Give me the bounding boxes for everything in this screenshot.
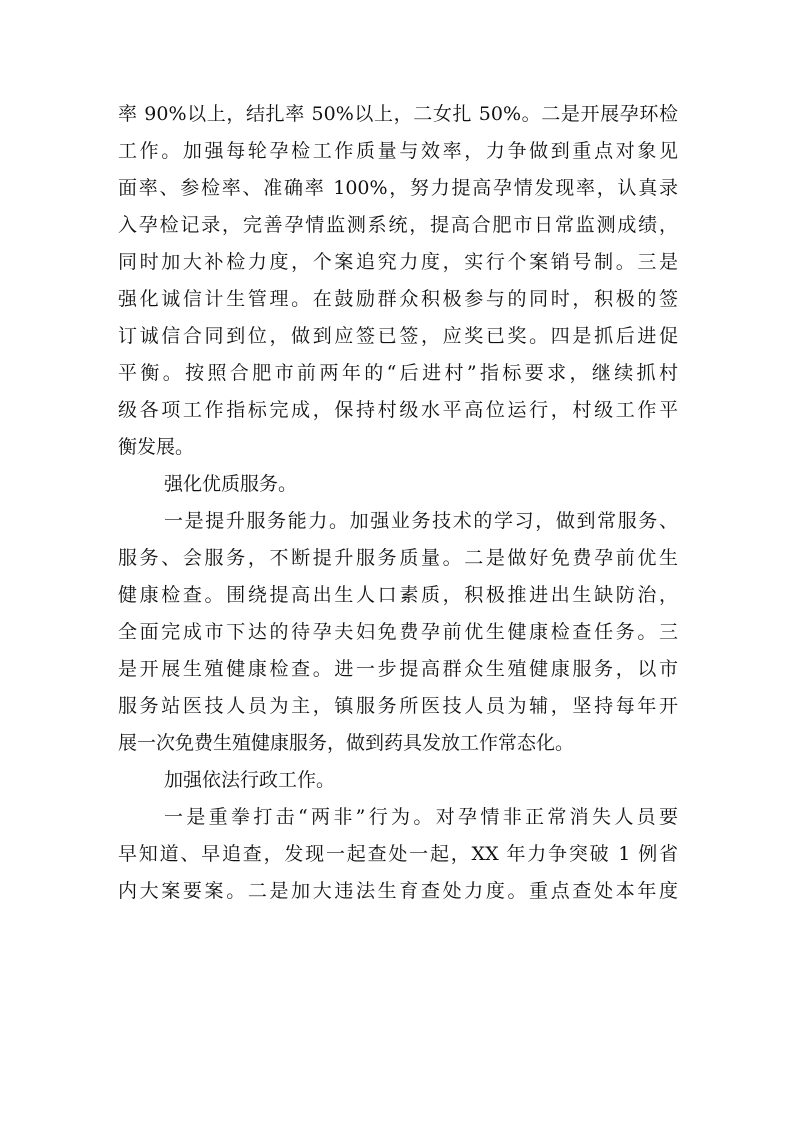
text-line: 同时加大补检力度，个案追究力度，实行个案销号制。三是 [118, 251, 678, 273]
text-line: 全面完成市下达的待孕夫妇免费孕前优生健康检查任务。三 [118, 621, 678, 643]
text-line: 入孕检记录，完善孕情监测系统，提高合肥市日常监测成绩， [118, 214, 678, 236]
text-line: 面率、参检率、准确率 100%，努力提高孕情发现率，认真录 [118, 177, 678, 199]
text-line: 是开展生殖健康检查。进一步提高群众生殖健康服务，以市 [118, 658, 678, 680]
text-line: 服务、会服务，不断提升服务质量。二是做好免费孕前优生 [118, 547, 678, 569]
text-line: 健康检查。围绕提高出生人口素质，积极推进出生缺防治， [118, 584, 678, 606]
text-line: 展一次免费生殖健康服务，做到药具发放工作常态化。 [118, 732, 575, 754]
text-line: 服务站医技人员为主，镇服务所医技人员为辅，坚持每年开 [118, 695, 678, 717]
text-line: 一是重拳打击“两非”行为。对孕情非正常消失人员要 [164, 806, 678, 828]
text-line: 衡发展。 [118, 436, 195, 458]
text-line: 强化诚信计生管理。在鼓励群众积极参与的同时，积极的签 [118, 288, 678, 310]
text-line: 内大案要案。二是加大违法生育查处力度。重点查处本年度 [118, 880, 678, 902]
document-body [118, 96, 678, 910]
text-line: 一是提升服务能力。加强业务技术的学习，做到常服务、 [164, 510, 678, 532]
text-line: 率 90%以上，结扎率 50%以上，二女扎 50%。二是开展孕环检 [118, 103, 678, 125]
text-line: 早知道、早追查，发现一起查处一起，XX 年力争突破 1 例省 [118, 843, 678, 865]
section-heading: 加强依法行政工作。 [164, 769, 336, 791]
text-line: 平衡。按照合肥市前两年的“后进村”指标要求，继续抓村 [118, 362, 678, 384]
text-line: 订诚信合同到位，做到应签已签，应奖已奖。四是抓后进促 [118, 325, 678, 347]
text-line: 级各项工作指标完成，保持村级水平高位运行，村级工作平 [118, 399, 678, 421]
section-heading: 强化优质服务。 [164, 473, 298, 495]
text-line: 工作。加强每轮孕检工作质量与效率，力争做到重点对象见 [118, 140, 678, 162]
